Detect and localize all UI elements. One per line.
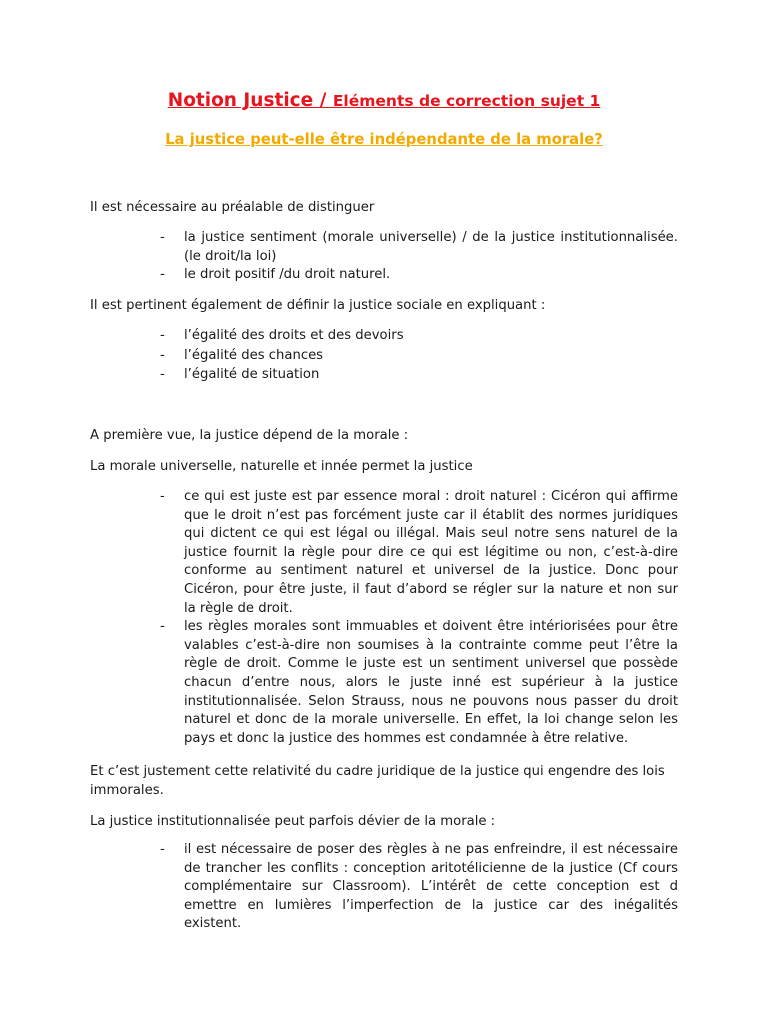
section4-list [160, 841, 678, 934]
list-item: - l’égalité de situation [160, 365, 678, 385]
list-item: - les règles morales sont immuables et doivent être intériorisées pour être valables c’est-à-dire non soumises à la contrainte comme peut l’être la règle de droit. Comme le juste est un sentiment universel que possède chacun d’entre nous, alors le juste inné est supérieur à la justice institutionnalisée. Selon Strauss, nous ne pouvons nous passer du droit naturel et donc de la morale universelle. En effet, la loi change selon les pays et donc la justice des hommes est condamnée à être relative. [160, 618, 678, 748]
list-item: - l’égalité des droits et des devoirs [160, 326, 678, 346]
document-subtitle: La justice peut-elle être indépendante de la morale? [165, 131, 603, 148]
section1-intro: Il est nécessaire au préalable de distinguer [90, 200, 375, 215]
title-sub: Eléments de correction sujet 1 [332, 92, 601, 110]
list-item: - le droit positif /du droit naturel. [160, 266, 678, 285]
list-item: - la justice sentiment (morale universelle) / de la justice institutionnalisée. (le droit/la loi) [160, 229, 678, 266]
section4-para2: La justice institutionnalisée peut parfois dévier de la morale : [90, 814, 496, 829]
section1-list [160, 229, 678, 285]
section3-list [160, 488, 678, 748]
list-item: - l’égalité des chances [160, 346, 678, 366]
section4-para1: Et c’est justement cette relativité du cadre juridique de la justice qui engendre des lois immorales. [90, 764, 665, 798]
list-item: - ce qui est juste est par essence moral : droit naturel : Cicéron qui affirme que le droit n’est pas forcément juste car il établit des normes juridiques qui dictent ce qui est légal ou illégal. Mais seul notre sens naturel de la justice fournit la règle pour dire ce qui est légitime ou non, c’est-à-dire conforme au sentiment naturel et universel de la justice. Donc pour Cicéron, pour être juste, il faut d’abord se régler sur la nature et non sur la règle de droit. [160, 488, 678, 618]
title-main: Notion Justice / [167, 90, 333, 111]
list-item: - il est nécessaire de poser des règles à ne pas enfreindre, il est nécessaire de trancher les conflits : conception aritotélicienne de la justice (Cf cours complémentaire sur Classroom). L’intérêt de cette conception est d emettre en lumières l’imperfection de la justice car des inégalités existent. [160, 841, 678, 934]
section2-list [160, 326, 678, 385]
section3-intro: La morale universelle, naturelle et innée permet la justice [90, 459, 473, 474]
section3-heading: A première vue, la justice dépend de la morale : [90, 428, 409, 443]
document-title [0, 90, 768, 111]
section2-intro: Il est pertinent également de définir la justice sociale en expliquant : [90, 298, 546, 313]
